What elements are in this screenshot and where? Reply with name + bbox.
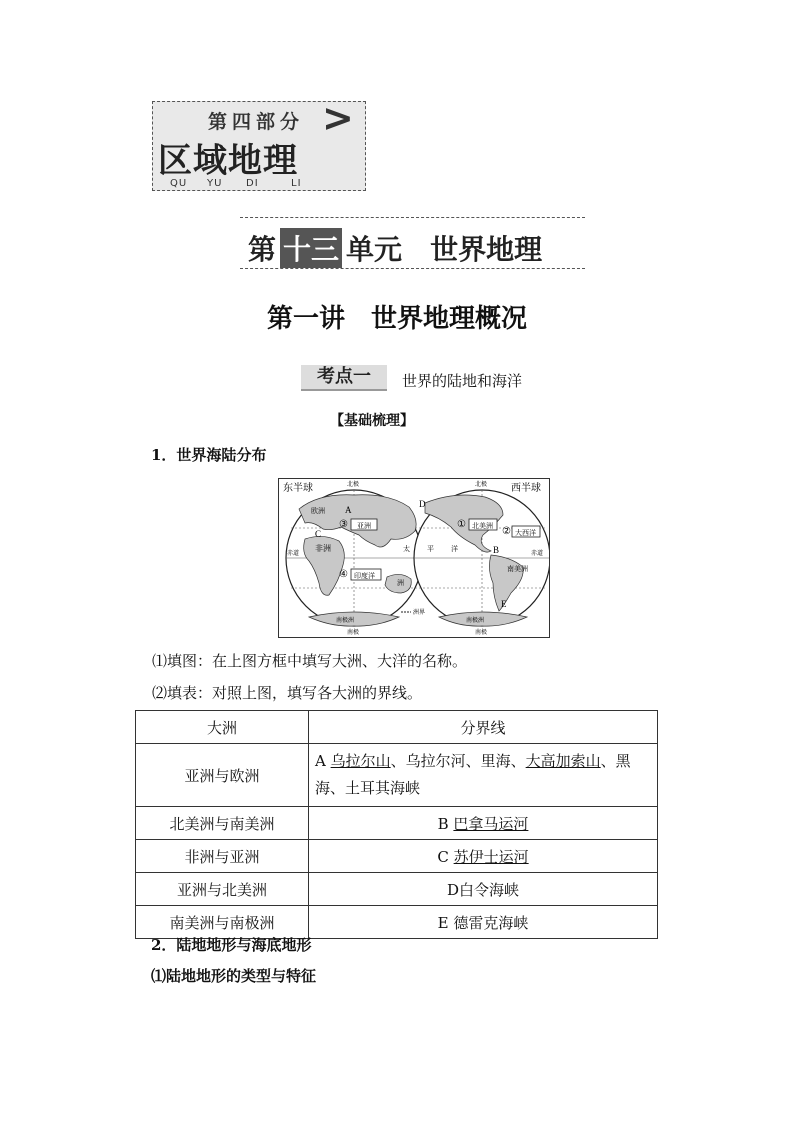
map-legend-label: 洲界 (413, 610, 426, 616)
boundary-table (135, 710, 658, 939)
map-box2-text: 大西洋 (515, 529, 536, 537)
map-box4-text: 印度洋 (354, 572, 375, 580)
table-header-row (136, 711, 658, 744)
section-tag: 【基础梳理】 (330, 413, 414, 429)
boundary-answer: 大高加索山 (525, 752, 601, 770)
map-south-pole-west: 南极 (475, 630, 488, 636)
part-label: 第四部分 (208, 111, 305, 133)
map-africa: 非洲 (315, 544, 331, 553)
map-box1-text: 北美洲 (472, 522, 493, 530)
unit-title (248, 228, 542, 268)
question-1: ⑴填图：在上图方框中填写大洲、大洋的名称。 (152, 652, 468, 670)
lecture-title: 第一讲 世界地理概况 (266, 304, 527, 334)
world-map (278, 478, 550, 638)
unit-prefix: 第 (248, 233, 277, 266)
table-cell-boundary (309, 807, 658, 840)
table-cell-continents: 北美洲与南美洲 (136, 807, 309, 840)
boundary-text: 、乌拉尔河、里海、 (390, 752, 526, 770)
pinyin-qu: QU (170, 178, 188, 189)
map-box3-text: 亚洲 (357, 522, 371, 530)
table-cell-boundary (309, 840, 658, 873)
table-row (136, 744, 658, 807)
question-2: ⑵填表：对照上图，填写各大洲的界线。 (152, 684, 423, 702)
boundary-answer: 苏伊士运河 (453, 847, 529, 866)
kaodian-title: 世界的陆地和海洋 (402, 372, 523, 390)
map-west-label: 西半球 (511, 483, 541, 494)
map-letter-b: B (493, 545, 500, 555)
part-title: 区域地理 (158, 141, 298, 181)
map-australia: 洲 (397, 579, 404, 587)
map-south-pole-east: 南极 (347, 630, 360, 636)
table-row (136, 807, 658, 840)
chevron-right-icon: > (322, 96, 354, 140)
boundary-letter: E (437, 913, 449, 932)
heading-sea-land: 1．世界海陆分布 (151, 446, 267, 464)
pinyin-yu: YU (207, 178, 223, 189)
heading-landforms: 2．陆地地形与海底地形 (151, 936, 312, 954)
map-east-label: 东半球 (283, 483, 313, 494)
boundary-letter: B (437, 814, 449, 833)
map-letter-a: A (345, 505, 352, 515)
unit-rule-top (240, 217, 585, 218)
table-cell-continents: 亚洲与北美洲 (136, 873, 309, 906)
pinyin-di: DI (246, 178, 259, 189)
table-row (136, 873, 658, 906)
boundary-answer: 白令海峡 (459, 880, 520, 899)
map-pacific-1: 太 (403, 545, 410, 553)
pinyin-li: LI (291, 178, 302, 189)
map-south-america: 南美洲 (507, 565, 528, 573)
table-cell-boundary (309, 906, 658, 939)
table-cell-boundary (309, 744, 658, 807)
map-pacific-3: 洋 (451, 545, 458, 553)
boundary-text: 、黑海、土耳其海峡 (315, 752, 631, 797)
map-num-2: ② (502, 526, 511, 537)
map-north-pole-west: 北极 (475, 482, 488, 488)
table-header-continents: 大洲 (136, 711, 309, 744)
boundary-answer: 德雷克海峡 (453, 913, 529, 932)
boundary-letter: C (437, 847, 449, 866)
boundary-answer: 巴拿马运河 (453, 814, 529, 833)
table-cell-continents: 非洲与亚洲 (136, 840, 309, 873)
map-num-4: ④ (339, 569, 348, 580)
boundary-letter: D (446, 880, 459, 899)
map-north-pole-east: 北极 (347, 482, 360, 488)
unit-number: 十三 (280, 228, 342, 268)
table-cell-boundary (309, 873, 658, 906)
map-equator-west: 赤道 (531, 551, 544, 557)
heading-land-types: ⑴陆地地形的类型与特征 (151, 967, 317, 985)
map-equator-east: 赤道 (287, 551, 300, 557)
map-europe: 欧洲 (311, 507, 325, 515)
map-letter-e: E (501, 599, 507, 609)
map-letter-c: C (315, 529, 322, 539)
unit-rule-bottom (240, 268, 585, 269)
unit-name: 世界地理 (430, 233, 543, 266)
boundary-letter: A (315, 752, 326, 770)
map-antarctica-east: 南极洲 (336, 618, 355, 624)
table-header-boundary: 分界线 (309, 711, 658, 744)
unit-suffix: 单元 (346, 233, 403, 266)
table-row (136, 840, 658, 873)
map-pacific-2: 平 (427, 545, 434, 553)
boundary-answer: 乌拉尔山 (330, 752, 391, 770)
kaodian-tag: 考点一 (301, 365, 387, 391)
map-letter-d: D (419, 499, 426, 509)
map-num-1: ① (457, 519, 466, 530)
map-antarctica-west: 南极洲 (466, 618, 485, 624)
table-cell-continents: 亚洲与欧洲 (136, 744, 309, 807)
map-num-3: ③ (339, 519, 348, 530)
table-cell-continents: 南美洲与南极洲 (136, 906, 309, 939)
